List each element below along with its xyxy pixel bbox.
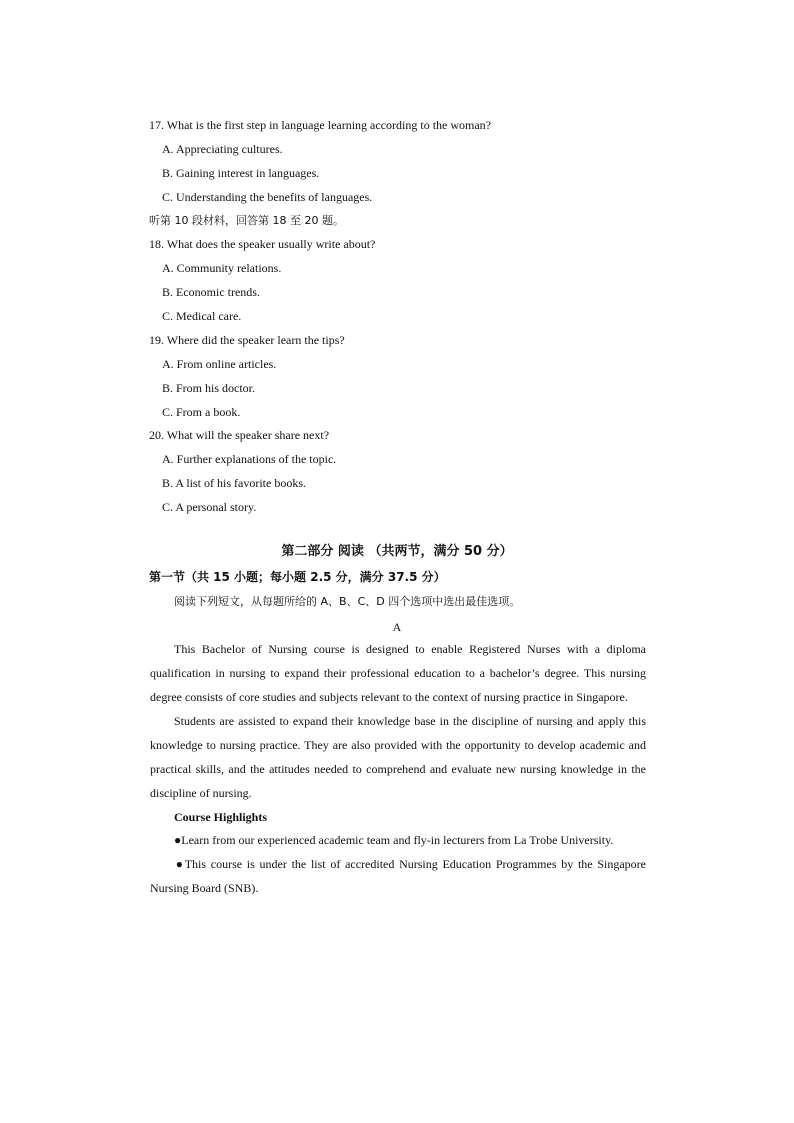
reading-instruction: 阅读下列短文，从每题所给的 A、B、C、D 四个选项中选出最佳选项。 <box>174 595 521 608</box>
q19-option-c: C. From a book. <box>162 405 241 419</box>
question-17: 17. What is the first step in language learning according to the woman? <box>149 118 492 132</box>
q20-option-c: C. A personal story. <box>162 500 257 514</box>
paragraph-2-text: Students are assisted to expand their knowledge base in the discipline of nursing and apply this knowledge to nursing practice. They are also provided with the opportunity to develop academic and practical skills, and the attitudes needed to comprehend and evaluate new nursing knowledge in the discipline of nursing. <box>150 714 646 800</box>
q17-option-a: A. Appreciating cultures. <box>162 142 283 156</box>
passage-paragraph-1 <box>150 637 646 709</box>
question-20: 20. What will the speaker share next? <box>149 428 330 442</box>
listening-instruction-10: 听第 10 段材料，回答第 18 至 20 题。 <box>149 214 344 227</box>
passage-paragraph-2 <box>150 709 646 805</box>
part-two-title: 第二部分 阅读 （共两节，满分 50 分） <box>281 544 513 559</box>
question-19: 19. Where did the speaker learn the tips? <box>149 333 345 347</box>
course-highlights-title: Course Highlights <box>174 810 268 824</box>
q17-option-c: C. Understanding the benefits of languages. <box>162 190 373 204</box>
q19-option-a: A. From online articles. <box>162 357 277 371</box>
highlight-2-text: ●This course is under the list of accredited Nursing Education Programmes by the Singapore Nursing Board (SNB). <box>150 857 646 895</box>
q18-option-c: C. Medical care. <box>162 309 242 323</box>
q17-option-b: B. Gaining interest in languages. <box>162 166 320 180</box>
highlight-1-text: ●Learn from our experienced academic team and fly-in lecturers from La Trobe University. <box>174 833 614 847</box>
section-one-title: 第一节（共 15 小题；每小题 2.5 分，满分 37.5 分） <box>149 570 446 584</box>
paragraph-1-text: This Bachelor of Nursing course is designed to enable Registered Nurses with a diploma qualification in nursing to expand their professional education to a bachelor’s degree. This nursing degree consists of core studies and subjects relevant to the context of nursing practice in Singapore. <box>150 642 646 704</box>
q18-option-b: B. Economic trends. <box>162 285 260 299</box>
q20-option-b: B. A list of his favorite books. <box>162 476 306 490</box>
q18-option-a: A. Community relations. <box>162 261 282 275</box>
q20-option-a: A. Further explanations of the topic. <box>162 452 337 466</box>
passage-letter: A <box>392 620 402 634</box>
q19-option-b: B. From his doctor. <box>162 381 256 395</box>
highlight-item-1 <box>150 828 646 852</box>
highlight-item-2 <box>150 852 646 900</box>
question-18: 18. What does the speaker usually write about? <box>149 237 376 251</box>
